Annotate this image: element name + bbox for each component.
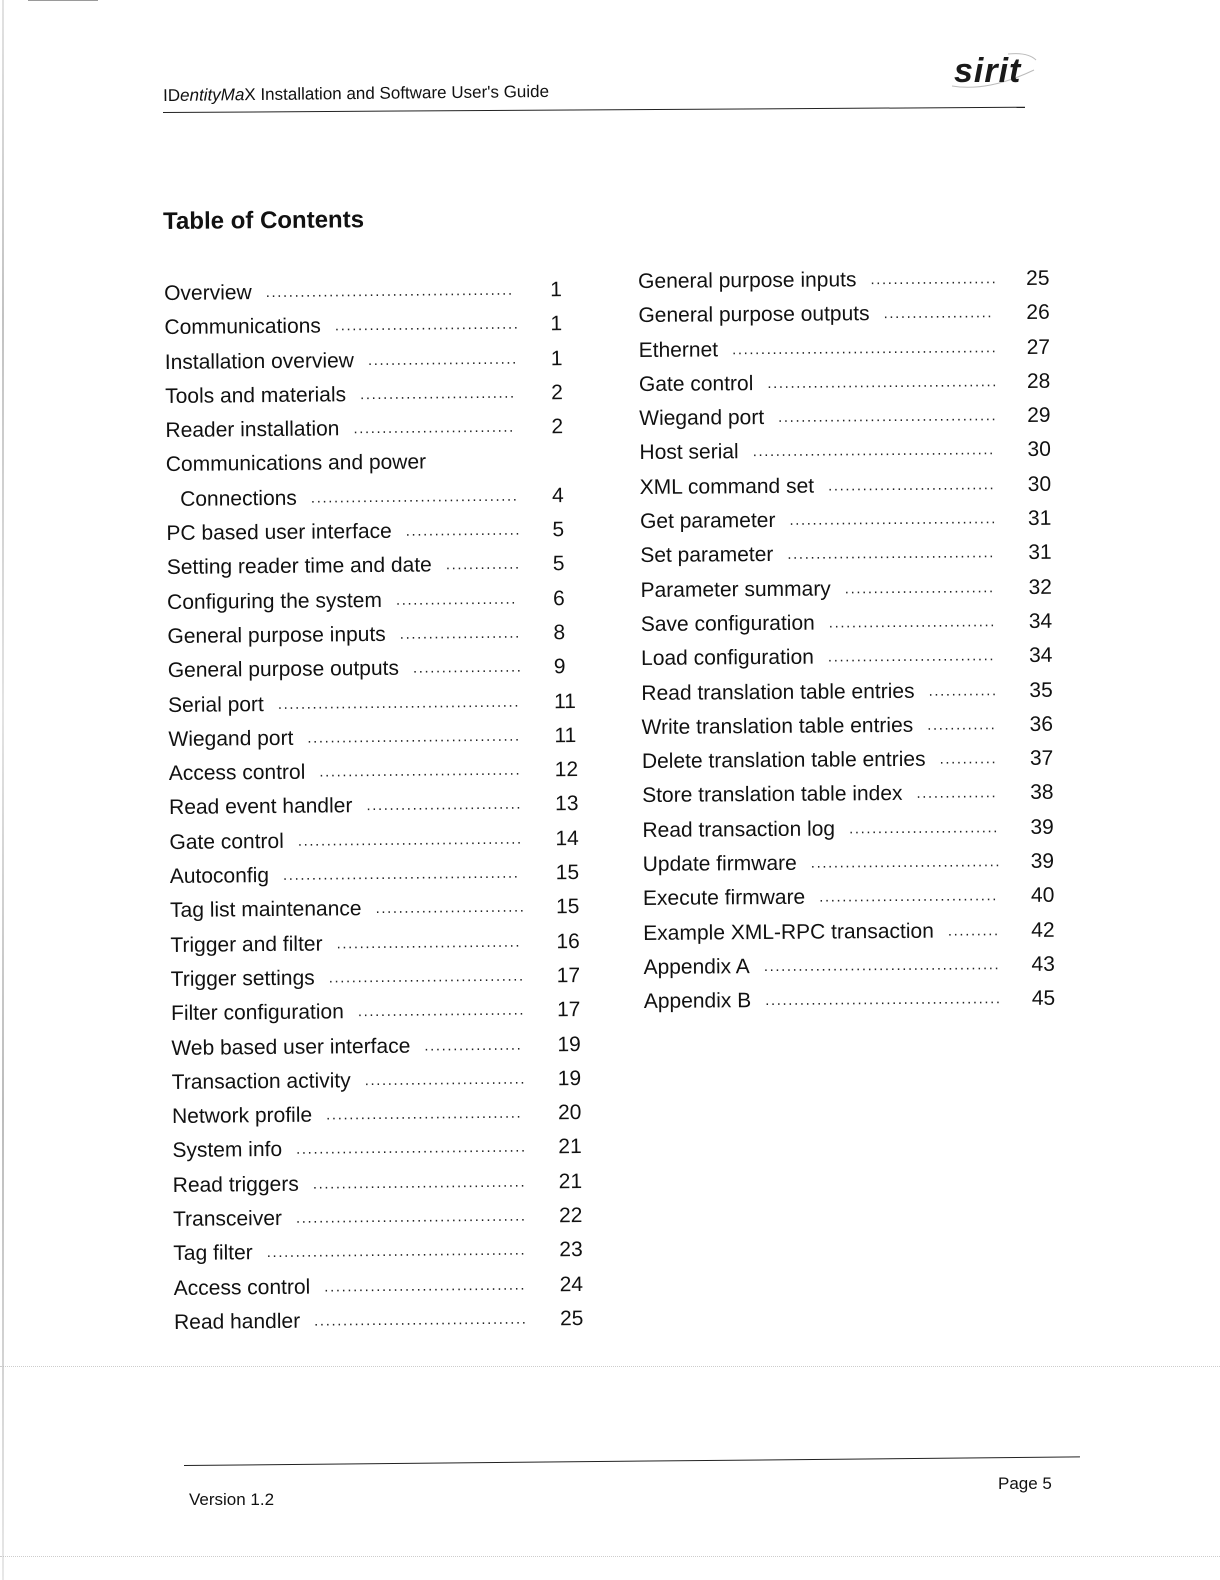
toc-entry-leader: ............ [927, 716, 997, 734]
toc-entry-leader: ................................ [336, 933, 522, 953]
toc-entry-leader: ..................................... [312, 1173, 527, 1193]
toc-entry-page: 11 [553, 689, 577, 713]
toc-entry-page: 9 [553, 655, 566, 679]
toc-entry-page: 39 [1030, 849, 1055, 873]
toc-entry [639, 330, 1069, 368]
toc-entry-page: 1 [550, 312, 563, 336]
toc-entry-page: 5 [552, 552, 565, 576]
toc-entry-leader: ............ [928, 681, 998, 700]
toc-entry-label: Read event handler [168, 794, 353, 820]
toc-entry-leader: ......................................... [763, 956, 1001, 975]
toc-entry-label: Filter configuration [170, 1000, 344, 1026]
toc-entry-label: Communications [164, 314, 321, 340]
toc-entry [641, 673, 1071, 711]
toc-entry-page: 40 [1030, 884, 1055, 908]
toc-entry-label: Load configuration [641, 645, 814, 671]
toc-entry-label: General purpose inputs [167, 622, 386, 648]
toc-entry-label: Communications and power [165, 450, 427, 477]
logo-text: sirit [954, 52, 1022, 90]
toc-entry-page: 17 [556, 963, 581, 988]
toc-entry-page: 11 [554, 723, 577, 748]
toc-entry-label: Parameter summary [640, 577, 831, 602]
toc-entry-leader: ................................ [334, 315, 520, 335]
toc-entry-label: Read transaction log [642, 817, 836, 842]
toc-entry-label: Update firmware [642, 851, 797, 877]
toc-entry-page: 6 [552, 586, 565, 610]
toc-entry-leader: .......................... [844, 578, 995, 598]
toc-entry-label: Save configuration [640, 611, 815, 636]
toc-entry-label: Get parameter [639, 509, 776, 534]
toc-entry-page: 27 [1026, 335, 1051, 359]
toc-entry-page: 42 [1031, 918, 1055, 942]
toc-entry-leader: ....................................... [297, 830, 523, 850]
toc-entry-page: 23 [559, 1238, 583, 1262]
toc-entry-label: System info [172, 1138, 283, 1163]
toc-entry-label: Overview [164, 281, 252, 305]
toc-entry-leader: ................. [424, 1036, 523, 1055]
toc-entry-leader: ........................... [359, 384, 516, 404]
toc-entry [171, 1027, 591, 1065]
toc-entry-leader: ..................... [399, 624, 521, 643]
toc-entry-leader: ............................. [828, 613, 997, 632]
toc-entry-leader: ............................................. [266, 1241, 527, 1262]
toc-entry-page: 4 [552, 483, 564, 508]
toc-entry-page: 45 [1031, 986, 1056, 1011]
scan-edge-artifact [2, 0, 4, 1580]
toc-entry [170, 925, 590, 963]
toc-entry-label: Tag list maintenance [169, 897, 362, 923]
toc-entry-label: Transaction activity [171, 1069, 351, 1094]
toc-entry [641, 639, 1071, 677]
toc-entry [172, 1062, 592, 1100]
toc-entry [169, 753, 589, 791]
toc-entry [638, 262, 1068, 300]
toc-entry-leader: ............................. [827, 475, 996, 495]
toc-entry [640, 502, 1070, 540]
toc-entry-page: 25 [1026, 266, 1050, 290]
header-title-brand: entityMa [179, 85, 245, 105]
toc-entry [169, 787, 589, 825]
toc-entry-page: 29 [1027, 403, 1051, 428]
toc-entry-page: 17 [556, 998, 581, 1022]
toc-entry-leader: ............................ [353, 418, 515, 438]
toc-left-column [164, 273, 594, 1340]
toc-entry-page: 12 [554, 758, 579, 782]
toc-entry [167, 582, 587, 620]
toc-entry [168, 719, 588, 757]
toc-entry-label: Reader installation [165, 417, 340, 443]
toc-entry-page: 39 [1030, 815, 1054, 839]
toc-entry-page: 30 [1027, 472, 1052, 496]
toc-entry-leader: ......................................... [282, 864, 520, 884]
scan-dotted-artifact-bottom [0, 1556, 1220, 1557]
toc-entry-leader: .......................... [375, 898, 526, 918]
toc-entry-page: 19 [557, 1066, 582, 1091]
toc-entry-label: Connections [180, 486, 297, 511]
toc-entry-leader: .............................................. [731, 338, 998, 358]
toc-entry-page: 25 [559, 1306, 584, 1331]
toc-entry-leader: ..................................... [314, 1310, 528, 1330]
toc-entry-label: Configuring the system [167, 588, 383, 614]
toc-entry [172, 1130, 592, 1168]
footer-version: Version 1.2 [189, 1490, 275, 1509]
toc-entry-leader: ............................ [364, 1070, 527, 1089]
toc-entry-page: 21 [558, 1135, 582, 1159]
toc-entry-leader: ...................................... [778, 407, 998, 427]
toc-entry [640, 570, 1070, 608]
toc-entry-leader: ................... [412, 658, 523, 677]
toc-entry-label: Appendix B [643, 989, 752, 1014]
toc-entry [639, 365, 1069, 403]
toc-entry-page: 28 [1026, 369, 1051, 393]
toc-entry-leader: ............................. [827, 647, 996, 666]
toc-entry-label: XML command set [639, 474, 815, 499]
toc-entry-label: Example XML-RPC transaction [643, 919, 934, 945]
toc-entry [642, 776, 1072, 814]
toc-entry-page: 31 [1027, 506, 1052, 531]
toc-entry-leader: .............. [916, 784, 998, 803]
toc-entry-page: 37 [1029, 746, 1054, 771]
toc-entry-leader: .................................. [326, 1104, 523, 1124]
toc-entry-label: Read translation table entries [641, 679, 915, 705]
toc-entry-leader: ................................... [319, 761, 522, 781]
toc-entry-leader: ............................. [357, 1001, 526, 1021]
toc-entry-page: 21 [558, 1169, 583, 1193]
toc-entry-page: 8 [553, 621, 566, 645]
toc-entry-label: Wiegand port [168, 726, 294, 751]
toc-entry-label: Access control [168, 760, 306, 786]
toc-entry-leader: .................................... [789, 510, 998, 529]
toc-entry [644, 982, 1074, 1020]
toc-entry-page: 32 [1028, 575, 1052, 599]
scan-dotted-artifact [0, 1366, 1220, 1367]
toc-entry-label: Setting reader time and date [166, 553, 432, 580]
toc-entry-page: 20 [557, 1101, 582, 1125]
toc-entry [166, 444, 586, 482]
toc-entry [173, 1165, 593, 1203]
sirit-logo [948, 50, 1038, 98]
toc-entry [640, 536, 1070, 574]
toc-entry-page: 35 [1029, 678, 1053, 702]
toc-entry-page: 1 [550, 278, 562, 302]
toc-entry-label: Tag filter [173, 1241, 253, 1266]
toc-entry-page: 24 [559, 1272, 584, 1296]
toc-entry-label: Execute firmware [642, 886, 806, 911]
toc-entry-leader: .................................. [328, 967, 525, 987]
toc-entry [165, 410, 585, 448]
toc-entry-page: 31 [1028, 541, 1052, 565]
toc-entry-page: 22 [558, 1204, 583, 1228]
toc-entry-label: Serial port [167, 692, 264, 717]
toc-entry-label: Transceiver [172, 1206, 283, 1231]
toc-entry-page: 2 [551, 415, 564, 439]
toc-entry-label: General purpose inputs [638, 268, 857, 293]
toc-entry-label: Set parameter [640, 543, 774, 568]
toc-entry-page: 14 [555, 826, 579, 851]
toc-entry [168, 685, 588, 723]
toc-entry-leader: .......................................... [752, 441, 995, 461]
toc-entry-leader: ................................. [810, 853, 1002, 872]
toc-entry [165, 376, 585, 414]
toc-entry-page: 34 [1028, 609, 1053, 633]
toc-entry-leader: ........................................ [767, 373, 999, 392]
toc-entry-label: Appendix A [643, 955, 750, 979]
toc-entry-label: Wiegand port [639, 406, 765, 431]
toc-entry-page: 15 [555, 861, 580, 885]
toc-entry [643, 913, 1073, 951]
toc-entry [640, 467, 1070, 505]
toc-entry-leader: .......................................... [277, 693, 521, 713]
toc-entry-label: Trigger settings [170, 966, 315, 991]
toc-entry-page: 19 [557, 1032, 581, 1056]
toc-entry [171, 993, 591, 1031]
toc-entry [167, 616, 587, 654]
toc-entry-label: Store translation table index [642, 782, 903, 808]
toc-entry [174, 1268, 594, 1306]
toc-entry-leader: .......................... [367, 350, 518, 369]
toc-entry-page: 38 [1030, 781, 1054, 805]
toc-entry [164, 307, 584, 345]
toc-entry-page: 30 [1027, 438, 1051, 462]
toc-entry-page: 36 [1029, 712, 1054, 736]
toc-entry-page: 5 [552, 518, 565, 542]
toc-entry-label: Delete translation table entries [641, 747, 926, 774]
toc-entry-page: 16 [556, 929, 580, 953]
toc-entry-leader: ...................... [870, 270, 998, 289]
toc-entry [643, 879, 1073, 917]
toc-entry [641, 605, 1071, 643]
toc-entry-label: Read handler [173, 1309, 301, 1334]
toc-entry-page: 2 [551, 381, 563, 405]
header-rule [163, 107, 1025, 113]
toc-entry-label: Gate control [169, 829, 284, 854]
toc-entry-page: 1 [550, 346, 563, 370]
toc-entry [638, 296, 1068, 334]
toc-entry [642, 810, 1072, 848]
toc-entry-label: Installation overview [164, 348, 355, 374]
toc-entry [170, 890, 590, 928]
toc-entry-leader: ........................................ [295, 1207, 527, 1227]
toc-entry-page: 34 [1028, 644, 1053, 668]
toc-entry-page: 26 [1026, 301, 1050, 325]
toc-entry-label: Tools and materials [165, 383, 347, 408]
toc-entry-page: 13 [554, 792, 579, 816]
toc-entry-leader: ............................... [819, 887, 999, 906]
toc-entry [173, 1199, 593, 1237]
toc-entry-label: General purpose outputs [167, 657, 400, 683]
header-title [163, 82, 549, 106]
toc-entry-leader: ........................................ [296, 1138, 527, 1159]
toc-entry-label: Gate control [638, 371, 754, 396]
toc-entry-label: Web based user interface [171, 1034, 411, 1060]
toc-entry [639, 433, 1069, 471]
toc-entry [166, 513, 586, 551]
toc-entry-label: Trigger and filter [170, 932, 323, 957]
toc-entry-label: General purpose outputs [638, 302, 870, 328]
toc-entry [639, 399, 1069, 437]
toc-entry [164, 273, 584, 311]
toc-entry [171, 959, 591, 997]
toc-entry-leader: ......................................... [765, 990, 1002, 1010]
toc-title: Table of Contents [163, 206, 365, 235]
toc-entry-leader: .......................... [848, 818, 1000, 838]
toc-entry [642, 742, 1072, 780]
toc-entry-label: Host serial [639, 440, 739, 465]
toc-entry-leader: ................................... [324, 1276, 527, 1296]
toc-entry [643, 948, 1073, 986]
toc-entry-leader: ..................... [395, 590, 518, 609]
toc-entry-page: 43 [1031, 952, 1055, 976]
scan-top-artifact [28, 0, 98, 1]
toc-entry-leader: ......... [947, 921, 1000, 940]
toc-entry-leader: .......... [939, 750, 998, 768]
toc-right-column [638, 262, 1074, 1020]
toc-entry [172, 1096, 592, 1134]
toc-entry [174, 1302, 594, 1340]
header-title-suffix: X Installation and Software User's Guide [244, 81, 550, 105]
toc-entry [168, 650, 588, 688]
toc-entry-label: Ethernet [638, 337, 719, 362]
toc-entry [173, 1233, 593, 1271]
toc-entry [642, 707, 1072, 745]
toc-entry [166, 479, 586, 517]
toc-entry-leader: ..................................... [307, 727, 521, 747]
toc-entry-page: 15 [555, 895, 580, 919]
toc-entry-leader: ........................... [366, 796, 523, 815]
toc-entry [170, 856, 590, 894]
toc-entry [169, 822, 589, 860]
toc-entry-label: Read triggers [172, 1172, 299, 1197]
toc-entry-leader: .................................... [310, 487, 519, 507]
toc-entry-leader: .................................... [787, 544, 996, 564]
toc-entry-label: PC based user interface [166, 519, 392, 546]
footer-page-number: Page 5 [998, 1474, 1052, 1493]
toc-entry-leader: ................... [883, 304, 994, 323]
header-title-prefix: ID [163, 85, 181, 105]
toc-entry-leader: ............. [445, 555, 521, 574]
toc-entry-leader: .................... [405, 521, 522, 540]
toc-entry-label: Autoconfig [169, 864, 270, 889]
toc-entry [643, 845, 1073, 883]
toc-entry-label: Access control [173, 1275, 311, 1300]
footer-rule [184, 1456, 1080, 1466]
toc-entry [165, 342, 585, 380]
toc-entry-label: Write translation table entries [641, 713, 914, 739]
toc-entry [167, 547, 587, 585]
toc-entry-label: Network profile [171, 1103, 313, 1129]
toc-entry-leader: ........................................... [265, 281, 514, 302]
